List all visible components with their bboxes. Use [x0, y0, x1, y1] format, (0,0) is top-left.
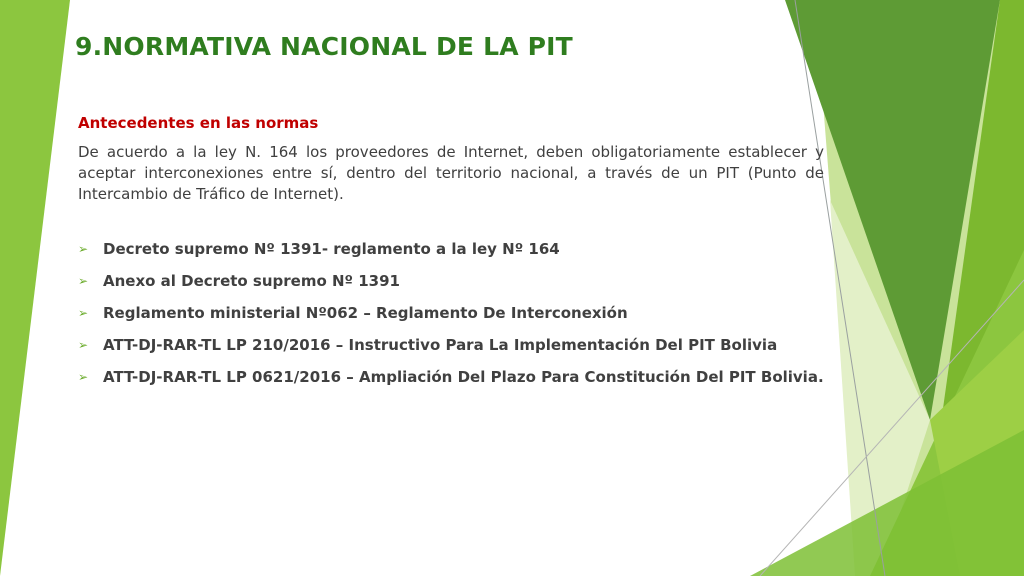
arrowhead-bullet-icon: ➢: [78, 242, 89, 256]
regulation-list: [78, 239, 824, 388]
slide-title: 9.NORMATIVA NACIONAL DE LA PIT: [75, 32, 573, 61]
list-item-text: ATT-DJ-RAR-TL LP 0621/2016 – Ampliación Del Plazo Para Constitución Del PIT Bolivia.: [103, 368, 824, 386]
section-subheading: Antecedentes en las normas: [78, 114, 319, 132]
slide-content: [78, 114, 824, 399]
list-item: [78, 367, 824, 388]
list-item: [78, 271, 824, 292]
left-green-stripe: [0, 0, 70, 576]
list-item: [78, 303, 824, 324]
list-item-text: ATT-DJ-RAR-TL LP 210/2016 – Instructivo Para La Implementación Del PIT Bolivia: [103, 336, 778, 354]
list-item-text: Decreto supremo Nº 1391- reglamento a la ley Nº 164: [103, 240, 560, 258]
arrowhead-bullet-icon: ➢: [78, 370, 89, 384]
arrowhead-bullet-icon: ➢: [78, 338, 89, 352]
list-item-text: Reglamento ministerial Nº062 – Reglamento De Interconexión: [103, 304, 628, 322]
list-item-text: Anexo al Decreto supremo Nº 1391: [103, 272, 400, 290]
arrowhead-bullet-icon: ➢: [78, 306, 89, 320]
list-item: [78, 239, 824, 260]
list-item: [78, 335, 824, 356]
arrowhead-bullet-icon: ➢: [78, 274, 89, 288]
intro-paragraph: De acuerdo a la ley N. 164 los proveedores de Internet, deben obligatoriamente establecer y aceptar interconexiones entre sí, dentro del territorio nacional, a través de un PIT (Punto de Intercambio de Tráfico de Internet).: [78, 143, 824, 203]
